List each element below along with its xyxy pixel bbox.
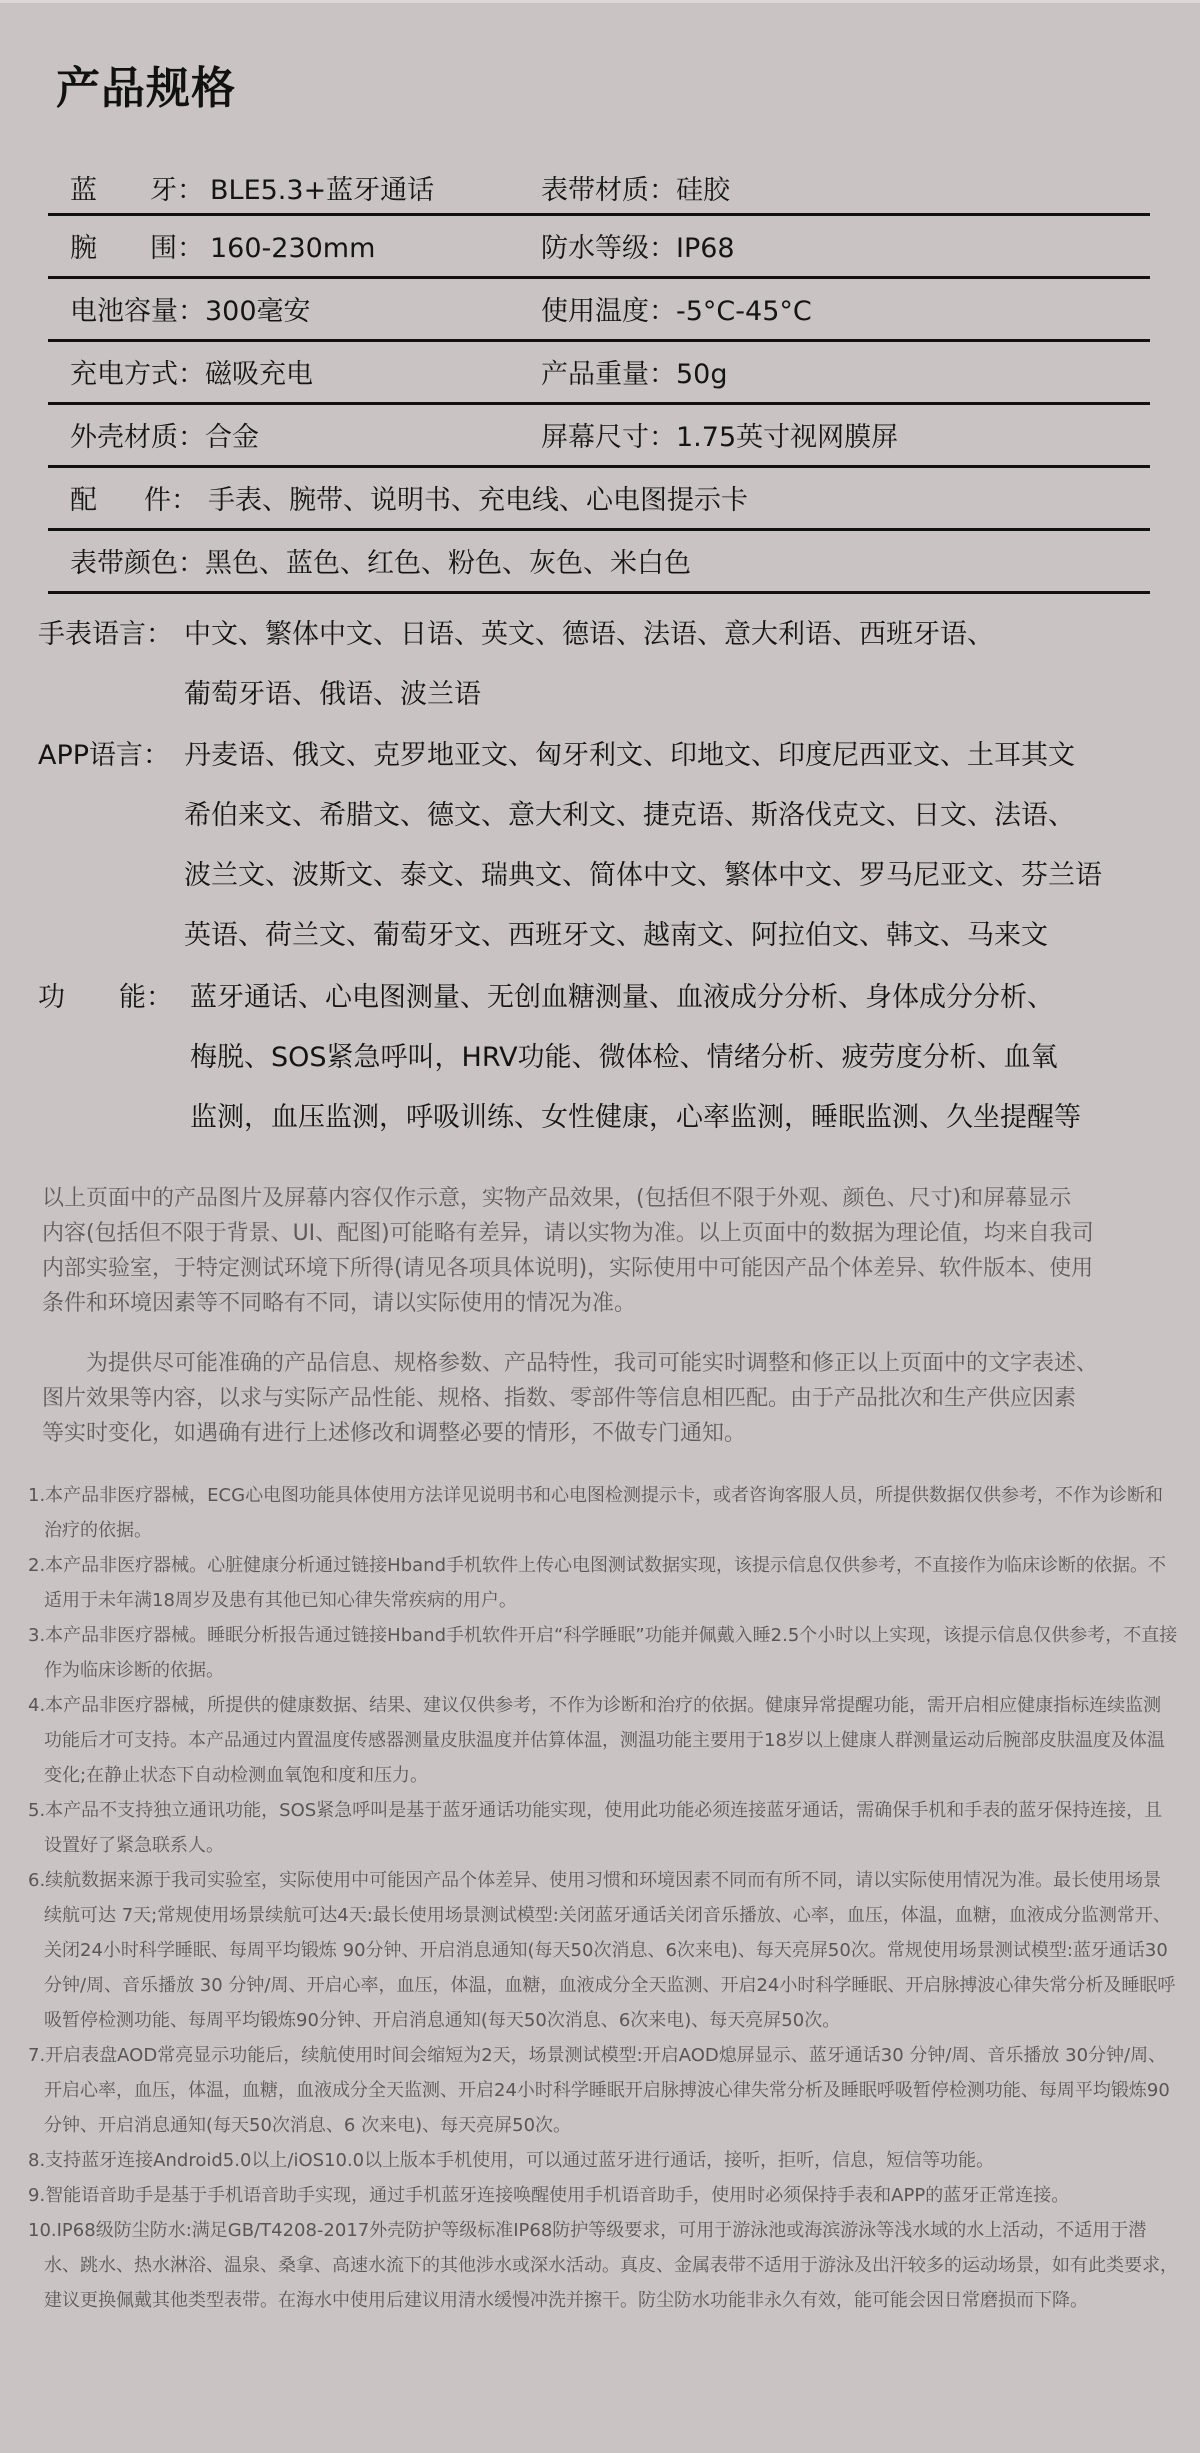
top-edge-divider [0, 0, 1200, 3]
note-item: 1.本产品非医疗器械，ECG心电图功能具体使用方法详见说明书和心电图检测提示卡，或者咨询客服人员，所提供数据仅供参考，不作为诊断和治疗的依据。 [28, 1485, 1164, 1541]
disclaimer-paragraph-1: 以上页面中的产品图片及屏幕内容仅作示意，实物产品效果，(包括但不限于外观、颜色、尺寸)和屏幕显示 内容(包括但不限于背景、UI、配图)可能略有差异，请以实物为准。以上页面中的数据为理论值，均来自我司 内部实验室，于特定测试环境下所得(请见各项具体说明)，实际使用中可能因产品个体差异、软件版本、使用 条件和环境因素等不同略有不同，请以实际使用的情况为准。 [42, 1186, 1094, 1316]
spec-value: 300毫安 [205, 296, 311, 327]
spec-value: BLE5.3+蓝牙通话 [210, 175, 435, 206]
note-item: 3.本产品非医疗器械。睡眠分析报告通过链接Hband手机软件开启“科学睡眠”功能并佩戴入睡2.5个小时以上实现，该提示信息仅供参考，不直接作为临床诊断的依据。 [28, 1625, 1178, 1681]
spec-value: 160-230mm [210, 233, 376, 264]
spec-temperature [541, 289, 812, 328]
spec-label: 产品重量： [541, 359, 676, 390]
spec-weight [541, 352, 728, 391]
app-languages-label: APP语言： [38, 740, 171, 771]
note-item: 2.本产品非医疗器械。心脏健康分析通过链接Hband手机软件上传心电图测试数据实现，该提示信息仅供参考，不直接作为临床诊断的依据。不适用于未年满18周岁及患有其他已知心律失常疾病的用户。 [28, 1555, 1166, 1611]
spec-value: 1.75英寸视网膜屏 [676, 422, 899, 453]
note-item: 9.智能语音助手是基于手机语音助手实现，通过手机蓝牙连接唤醒使用手机语音助手，使用时必须保持手表和APP的蓝牙正常连接。 [28, 2185, 1070, 2206]
spec-label: 防水等级： [541, 233, 676, 264]
note-item: 10.IP68级防尘防水:满足GB/T4208-2017外壳防护等级标准IP68防护等级要求，可用于游泳池或海滨游泳等浅水域的水上活动，不适用于潜水、跳水、热水淋浴、温泉、桑拿、高速水流下的其他涉水或深水活动。真皮、金属表带不适用于游泳及出汗较多的运动场景，如有此类要求，建议更换佩戴其他类型表带。在海水中使用后建议用清水缓慢冲洗并擦干。防尘防水功能非永久有效，能可能会因日常磨损而下降。 [28, 2220, 1178, 2311]
spec-screen-size [541, 415, 898, 454]
spec-charging [70, 352, 313, 391]
functions-label: 功 能： [38, 982, 173, 1013]
page-title: 产品规格 [56, 63, 236, 114]
spec-value: -5°C-45°C [676, 296, 812, 327]
spec-row [48, 468, 1150, 531]
app-languages-list: 丹麦语、俄文、克罗地亚文、匈牙利文、印地文、印度尼西亚文、土耳其文 希伯来文、希腊文、德文、意大利文、捷克语、斯洛伐克文、日文、法语、 波兰文、波斯文、泰文、瑞典文、简体中文、繁体中文、罗马尼亚文、芬兰语 英语、荷兰文、葡萄牙文、西班牙文、越南文、阿拉伯文、韩文、马来文 [184, 740, 1102, 951]
spec-value: 手表、腕带、说明书、充电线、心电图提示卡 [208, 485, 748, 516]
spec-value: 黑色、蓝色、红色、粉色、灰色、米白色 [205, 548, 691, 579]
spec-table [48, 160, 1150, 594]
spec-label: 配 件： [70, 485, 198, 516]
spec-wrist-size [70, 226, 375, 265]
note-item: 4.本产品非医疗器械，所提供的健康数据、结果、建议仅供参考，不作为诊断和治疗的依据。健康异常提醒功能，需开启相应健康指标连续监测功能后才可支持。本产品通过内置温度传感器测量皮肤温度并估算体温，测温功能主要用于18岁以上健康人群测量运动后腕部皮肤温度及体温变化;在静止状态下自动检测血氧饱和度和压力。 [28, 1695, 1165, 1786]
note-item: 8.支持蓝牙连接Android5.0以上/iOS10.0以上版本手机使用，可以通过蓝牙进行通话，接听，拒听，信息，短信等功能。 [28, 2150, 995, 2171]
spec-strap-colors [70, 541, 691, 580]
spec-value: 硅胶 [676, 175, 730, 206]
spec-label: 屏幕尺寸： [541, 422, 676, 453]
spec-label: 表带颜色： [70, 548, 205, 579]
spec-label: 蓝 牙： [70, 175, 204, 206]
spec-strap-material [541, 168, 730, 207]
spec-label: 充电方式： [70, 359, 205, 390]
spec-accessories [70, 478, 748, 517]
disclaimer-paragraph-2: 为提供尽可能准确的产品信息、规格参数、产品特性，我司可能实时调整和修正以上页面中的文字表述、 图片效果等内容，以求与实际产品性能、规格、指数、零部件等信息相匹配。由于产品批次和生产供应因素 等实时变化，如遇确有进行上述修改和调整必要的情形，不做专门通知。 [42, 1351, 1099, 1446]
spec-label: 使用温度： [541, 296, 676, 327]
spec-label: 电池容量： [70, 296, 205, 327]
spec-waterproof [541, 226, 735, 265]
spec-value: 磁吸充电 [205, 359, 313, 390]
spec-row [48, 342, 1150, 405]
watch-languages-label: 手表语言： [38, 619, 173, 650]
spec-label: 腕 围： [70, 233, 204, 264]
spec-row [48, 160, 1150, 216]
spec-value: IP68 [676, 233, 735, 264]
note-item: 7.开启表盘AOD常亮显示功能后，续航使用时间会缩短为2天，场景测试模型:开启AOD熄屏显示、蓝牙通话30 分钟/周、音乐播放 30分钟/周、开启心率，血压，体温，血糖，血液成分全天监测、开启24小时科学睡眠开启脉搏波心律失常分析及睡眠呼吸暂停检测功能、每周平均锻炼90分钟、开启消息通知(每天50次消息、6 次来电)、每天亮屏50次。 [28, 2045, 1170, 2136]
notes-list [28, 1478, 1178, 2318]
spec-label: 外壳材质： [70, 422, 205, 453]
spec-row [48, 279, 1150, 342]
spec-row [48, 531, 1150, 594]
spec-row [48, 216, 1150, 279]
spec-label: 表带材质： [541, 175, 676, 206]
note-item: 6.续航数据来源于我司实验室，实际使用中可能因产品个体差异、使用习惯和环境因素不同而有所不同，请以实际使用情况为准。最长使用场景续航可达 7天;常规使用场景续航可达4天:最长使用场景测试模型:关闭蓝牙通话关闭音乐播放、心率，血压，体温，血糖，血液成分监测常开、关闭24小时科学睡眠、每周平均锻炼 90分钟、开启消息通知(每天50次消息、6次来电)、每天亮屏50次。常规使用场景测试模型:蓝牙通话30分钟/周、音乐播放 30 分钟/周、开启心率，血压，体温，血糖，血液成分全天监测、开启24小时科学睡眠、开启脉搏波心律失常分析及睡眠呼吸暂停检测功能、每周平均锻炼90分钟、开启消息通知(每天50次消息、6次来电)、每天亮屏50次。 [28, 1870, 1176, 2031]
spec-battery [70, 289, 311, 328]
functions-list: 蓝牙通话、心电图测量、无创血糖测量、血液成分分析、身体成分分析、 梅脱、SOS紧急呼叫，HRV功能、微体检、情绪分析、疲劳度分析、血氧 监测，血压监测，呼吸训练、女性健康，心率监测，睡眠监测、久坐提醒等 [190, 982, 1081, 1133]
spec-case-material [70, 415, 259, 454]
watch-languages-list: 中文、繁体中文、日语、英文、德语、法语、意大利语、西班牙语、 葡萄牙语、俄语、波兰语 [184, 619, 994, 710]
spec-value: 合金 [205, 422, 259, 453]
spec-bluetooth [70, 168, 434, 207]
note-item: 5.本产品不支持独立通讯功能，SOS紧急呼叫是基于蓝牙通话功能实现，使用此功能必须连接蓝牙通话，需确保手机和手表的蓝牙保持连接，且设置好了紧急联系人。 [28, 1800, 1163, 1856]
spec-value: 50g [676, 359, 728, 390]
spec-row [48, 405, 1150, 468]
